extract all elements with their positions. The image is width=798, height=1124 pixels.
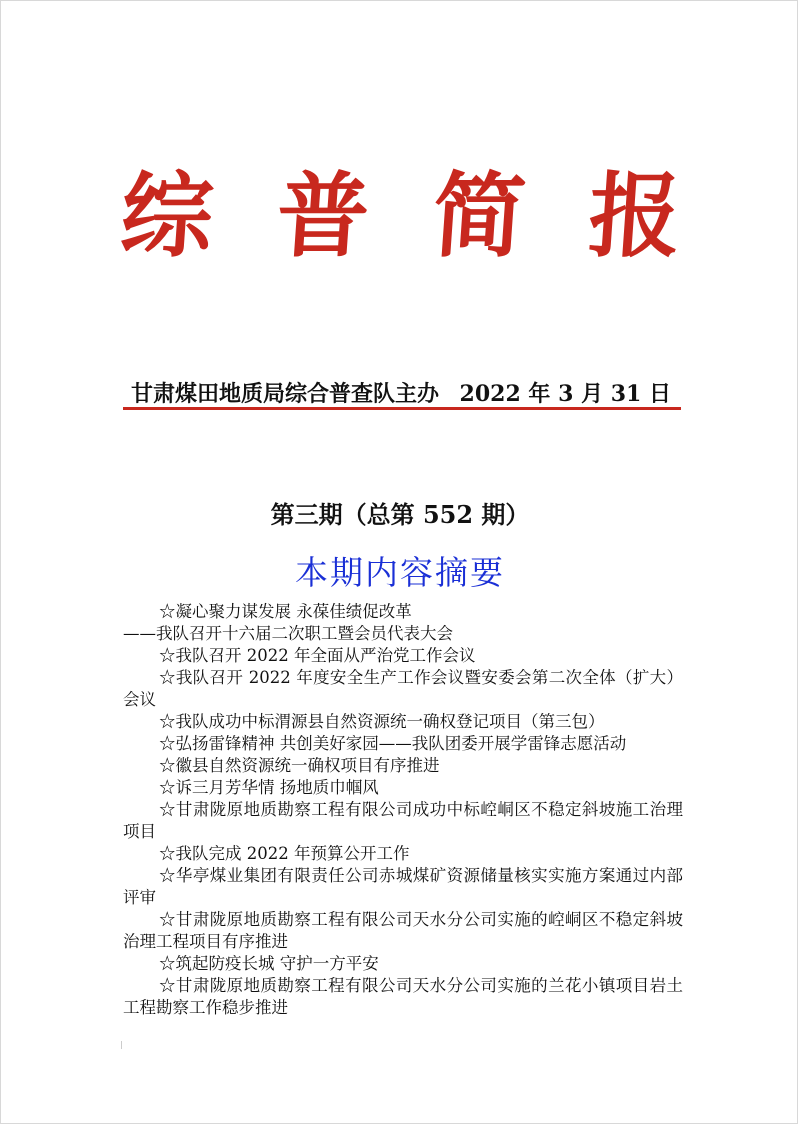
issue-number: 第三期（总第 552 期） — [270, 500, 530, 529]
list-item: ☆我队召开 2022 年全面从严治党工作会议 — [159, 646, 476, 665]
list-item: ☆我队成功中标渭源县自然资源统一确权登记项目（第三包） — [159, 712, 605, 731]
organizer-line — [131, 377, 671, 408]
masthead-char-4: 报 — [585, 162, 685, 270]
organizer-name: 甘肃煤田地质局综合普查队主办 — [131, 381, 440, 407]
masthead-char-3: 简 — [429, 162, 529, 270]
list-item: ☆凝心聚力谋发展 永葆佳绩促改革 — [159, 602, 412, 621]
list-item: ☆甘肃陇原地质勘察工程有限公司天水分公司实施的崆峒区不稳定斜坡治理工程项目有序推进 — [123, 910, 683, 951]
list-item: ☆甘肃陇原地质勘察工程有限公司天水分公司实施的兰花小镇项目岩土工程勘察工作稳步推进 — [123, 976, 683, 1017]
list-item: ☆弘扬雷锋精神 共创美好家园——我队团委开展学雷锋志愿活动 — [159, 734, 627, 753]
masthead-title — [117, 161, 685, 271]
summary-heading: 本期内容摘要 — [295, 553, 505, 592]
list-item: ☆华亭煤业集团有限责任公司赤城煤矿资源储量核实实施方案通过内部评审 — [123, 866, 683, 907]
list-item: ☆甘肃陇原地质勘察工程有限公司成功中标崆峒区不稳定斜坡施工治理项目 — [123, 800, 683, 841]
masthead-char-1: 综 — [117, 162, 217, 270]
publish-date: 2022 年 3 月 31 日 — [459, 381, 671, 407]
page-corner-mark — [121, 1041, 122, 1049]
contents-list — [123, 601, 683, 1019]
list-item: ☆诉三月芳华情 扬地质巾帼风 — [159, 778, 379, 797]
masthead-char-2: 普 — [273, 162, 373, 270]
header-divider — [123, 407, 681, 410]
list-item: ☆我队完成 2022 年预算公开工作 — [159, 844, 410, 863]
list-item: ☆筑起防疫长城 守护一方平安 — [159, 954, 379, 973]
list-item: ——我队召开十六届二次职工暨会员代表大会 — [123, 624, 453, 643]
list-item: ☆我队召开 2022 年度安全生产工作会议暨安委会第二次全体（扩大）会议 — [123, 668, 683, 709]
list-item: ☆徽县自然资源统一确权项目有序推进 — [159, 756, 440, 775]
